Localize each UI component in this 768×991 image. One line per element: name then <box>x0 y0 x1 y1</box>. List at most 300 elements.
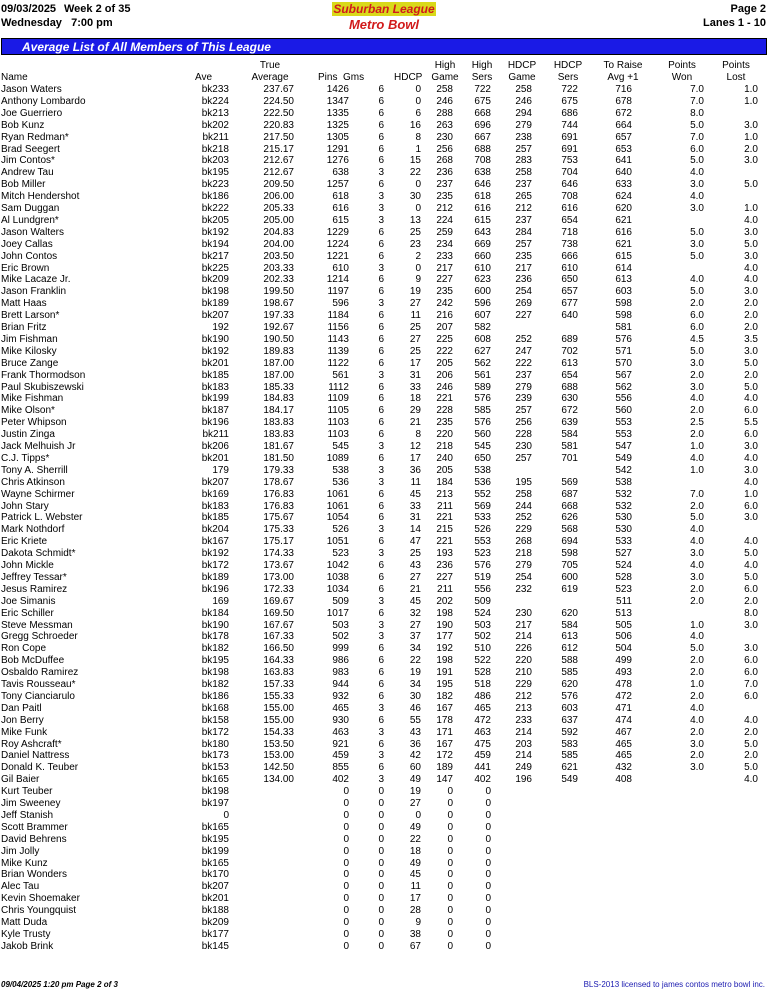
table-row <box>0 667 768 679</box>
cell-points-lost: 3.0 <box>744 250 758 262</box>
cell-high-game: 213 <box>436 488 453 500</box>
cell-name: Tavis Rousseau* <box>1 679 76 690</box>
cell-points-lost: 2.0 <box>744 143 758 155</box>
cell-name: Jim Fishman <box>1 333 58 345</box>
cell-points-won: 5.0 <box>690 250 704 262</box>
cell-pins: 1017 <box>326 607 349 619</box>
cell-high-game: 202 <box>436 595 453 607</box>
cell-to-raise: 716 <box>615 84 632 95</box>
cell-name: Jeffrey Tessar* <box>1 571 67 583</box>
cell-hdcp-game: 265 <box>515 191 532 203</box>
cell-high-game: 206 <box>436 369 453 381</box>
cell-ave: bk172 <box>201 560 229 571</box>
cell-games: 6 <box>378 690 384 702</box>
cell-points-lost: 5.0 <box>744 381 758 393</box>
cell-high-sers: 688 <box>474 143 491 155</box>
cell-high-sers: 518 <box>474 679 491 690</box>
cell-games: 6 <box>378 429 384 441</box>
cell-games: 6 <box>378 512 384 524</box>
cell-games: 6 <box>378 667 384 679</box>
cell-true-average: 153.50 <box>263 738 294 750</box>
cell-ave: bk195 <box>201 655 229 667</box>
cell-high-game: 167 <box>436 738 453 750</box>
cell-pins: 0 <box>343 809 349 821</box>
cell-high-sers: 486 <box>474 690 491 702</box>
cell-to-raise: 615 <box>615 250 632 262</box>
cell-hdcp-sers: 616 <box>561 203 578 214</box>
cell-points-won: 4.0 <box>690 631 704 643</box>
cell-to-raise: 465 <box>615 738 632 750</box>
cell-points-won: 4.0 <box>690 191 704 203</box>
cell-points-lost: 3.0 <box>744 286 758 298</box>
cell-points-won: 2.0 <box>690 429 704 441</box>
cell-high-sers: 589 <box>474 381 491 393</box>
cell-hdcp: 2 <box>415 250 421 262</box>
cell-high-game: 198 <box>436 655 453 667</box>
cell-high-sers: 510 <box>474 643 491 655</box>
cell-high-sers: 638 <box>474 167 491 179</box>
cell-pins: 509 <box>332 595 349 607</box>
cell-pins: 0 <box>343 869 349 881</box>
table-row <box>0 524 768 536</box>
cell-hdcp: 36 <box>409 464 421 476</box>
cell-true-average: 183.83 <box>263 429 294 441</box>
cell-pins: 1184 <box>327 310 349 322</box>
cell-to-raise: 620 <box>615 203 632 214</box>
table-row <box>0 489 768 501</box>
cell-true-average: 174.33 <box>263 548 294 560</box>
cell-name: Dakota Schmidt* <box>1 548 76 560</box>
cell-hdcp-sers: 691 <box>561 143 578 155</box>
cell-name: Donald K. Teuber <box>1 762 79 774</box>
cell-games: 6 <box>378 607 384 619</box>
cell-high-sers: 608 <box>474 333 491 345</box>
cell-ave: bk184 <box>201 607 229 619</box>
cell-to-raise: 528 <box>615 571 632 583</box>
cell-true-average: 164.33 <box>263 655 294 667</box>
table-row <box>0 846 768 858</box>
cell-pins: 1109 <box>327 393 349 405</box>
cell-high-game: 235 <box>436 417 453 429</box>
cell-high-game: 221 <box>436 393 453 405</box>
cell-hdcp-game: 257 <box>515 405 532 417</box>
cell-hdcp: 17 <box>409 357 421 369</box>
cell-name: John Stary <box>1 500 49 512</box>
cell-true-average: 209.50 <box>263 179 294 191</box>
cell-games: 3 <box>378 774 384 786</box>
cell-ave: bk165 <box>201 774 229 786</box>
cell-hdcp-game: 236 <box>515 274 532 286</box>
cell-pins: 1042 <box>326 560 349 571</box>
alley-name: Metro Bowl <box>348 17 420 32</box>
cell-to-raise: 542 <box>615 464 632 476</box>
cell-points-won: 2.0 <box>690 369 704 381</box>
cell-hdcp-game: 203 <box>515 738 532 750</box>
cell-high-game: 171 <box>436 726 453 738</box>
cell-true-average: 202.33 <box>263 274 294 286</box>
cell-games: 6 <box>378 131 384 143</box>
cell-name: Brad Seegert <box>1 143 60 155</box>
cell-high-game: 233 <box>436 250 453 262</box>
col-hdcp-sers-1: HDCP <box>553 60 583 71</box>
cell-hdcp: 49 <box>409 821 421 833</box>
cell-hdcp-sers: 738 <box>561 238 578 250</box>
cell-name: Eric Schiller <box>1 607 54 619</box>
cell-hdcp-sers: 613 <box>561 357 578 369</box>
cell-points-won: 5.0 <box>690 155 704 167</box>
cell-true-average: 199.50 <box>263 286 294 298</box>
cell-hdcp-sers: 640 <box>561 310 578 322</box>
cell-high-sers: 502 <box>474 631 491 643</box>
cell-hdcp: 27 <box>409 333 421 345</box>
table-row <box>0 512 768 524</box>
cell-points-won: 5.0 <box>690 226 704 238</box>
cell-ave: bk206 <box>201 441 229 452</box>
cell-points-lost: 4.0 <box>744 714 758 726</box>
cell-high-game: 205 <box>436 357 453 369</box>
cell-name: Kevin Shoemaker <box>1 893 80 905</box>
cell-name: Wayne Schirmer <box>1 488 75 500</box>
cell-true-average: 212.67 <box>263 167 294 179</box>
cell-games: 3 <box>378 167 384 179</box>
cell-hdcp-sers: 576 <box>561 690 578 702</box>
cell-ave: bk218 <box>201 143 229 155</box>
cell-points-lost: 1.0 <box>744 95 758 107</box>
page-number: Page 2 <box>730 3 766 15</box>
cell-to-raise: 530 <box>615 524 632 536</box>
cell-hdcp-game: 229 <box>515 524 532 536</box>
cell-name: Mike Lacaze Jr. <box>1 274 71 286</box>
cell-points-won: 3.0 <box>690 762 704 774</box>
cell-true-average: 155.00 <box>263 702 294 714</box>
cell-hdcp: 49 <box>409 857 421 869</box>
cell-high-game: 0 <box>447 798 453 809</box>
cell-points-lost: 3.0 <box>744 226 758 238</box>
cell-pins: 932 <box>332 690 349 702</box>
cell-to-raise: 576 <box>615 333 632 345</box>
cell-games: 6 <box>378 571 384 583</box>
table-row <box>0 227 768 239</box>
cell-hdcp-sers: 657 <box>561 286 578 298</box>
cell-hdcp: 9 <box>415 274 421 286</box>
cell-true-average: 184.83 <box>263 393 294 405</box>
cell-high-sers: 0 <box>485 833 491 845</box>
cell-high-game: 0 <box>447 905 453 917</box>
cell-true-average: 181.67 <box>263 441 294 452</box>
cell-to-raise: 524 <box>615 560 632 571</box>
cell-true-average: 203.33 <box>263 262 294 274</box>
cell-true-average: 204.83 <box>263 226 294 238</box>
cell-ave: bk203 <box>201 155 229 167</box>
cell-games: 3 <box>378 464 384 476</box>
cell-hdcp: 33 <box>409 381 421 393</box>
cell-hdcp-sers: 619 <box>561 583 578 595</box>
cell-points-lost: 2.0 <box>744 369 758 381</box>
cell-hdcp-sers: 588 <box>561 655 578 667</box>
cell-high-sers: 616 <box>474 203 491 214</box>
cell-hdcp-game: 226 <box>515 643 532 655</box>
cell-true-average: 155.00 <box>263 714 294 726</box>
cell-games: 6 <box>378 107 384 119</box>
cell-high-sers: 582 <box>474 322 491 333</box>
cell-hdcp: 46 <box>409 702 421 714</box>
cell-hdcp-game: 257 <box>515 452 532 464</box>
cell-high-sers: 596 <box>474 298 491 310</box>
cell-points-won: 2.0 <box>690 583 704 595</box>
cell-to-raise: 465 <box>615 750 632 762</box>
cell-games: 6 <box>378 738 384 750</box>
cell-true-average: 173.67 <box>263 560 294 571</box>
cell-games: 6 <box>378 155 384 167</box>
cell-ave: bk168 <box>201 702 229 714</box>
table-row <box>0 370 768 382</box>
cell-ave: bk194 <box>201 238 229 250</box>
report-date: 09/03/2025 <box>1 3 57 15</box>
cell-hdcp-sers: 603 <box>561 702 578 714</box>
cell-high-sers: 562 <box>474 357 491 369</box>
cell-ave: bk145 <box>201 940 229 952</box>
cell-high-game: 258 <box>436 84 453 95</box>
cell-hdcp-game: 257 <box>515 238 532 250</box>
cell-points-won: 4.5 <box>690 333 704 345</box>
cell-to-raise: 556 <box>615 393 632 405</box>
cell-points-lost: 3.0 <box>744 619 758 631</box>
cell-to-raise: 467 <box>615 726 632 738</box>
cell-pins: 459 <box>332 750 349 762</box>
cell-hdcp-sers: 626 <box>561 512 578 524</box>
cell-high-sers: 668 <box>474 107 491 119</box>
cell-name: Jason Waters <box>1 84 62 95</box>
cell-high-sers: 675 <box>474 95 491 107</box>
cell-to-raise: 567 <box>615 369 632 381</box>
cell-to-raise: 664 <box>615 119 632 131</box>
cell-high-sers: 441 <box>474 762 491 774</box>
cell-name: Mark Nothdorf <box>1 524 65 536</box>
cell-hdcp: 22 <box>409 833 421 845</box>
cell-games: 3 <box>378 631 384 643</box>
cell-hdcp-sers: 584 <box>561 429 578 441</box>
cell-points-lost: 4.0 <box>744 560 758 571</box>
cell-ave: bk187 <box>201 405 229 417</box>
cell-high-game: 193 <box>436 548 453 560</box>
cell-high-sers: 475 <box>474 738 491 750</box>
cell-high-game: 230 <box>436 131 453 143</box>
cell-high-sers: 528 <box>474 667 491 679</box>
cell-hdcp-game: 284 <box>515 226 532 238</box>
cell-high-sers: 526 <box>474 524 491 536</box>
cell-points-lost: 5.0 <box>744 738 758 750</box>
cell-games: 6 <box>378 286 384 298</box>
cell-pins: 1276 <box>326 155 349 167</box>
cell-pins: 0 <box>343 893 349 905</box>
cell-high-game: 0 <box>447 869 453 881</box>
cell-hdcp-game: 195 <box>515 476 532 488</box>
cell-high-game: 221 <box>436 512 453 524</box>
cell-high-game: 259 <box>436 226 453 238</box>
cell-games: 0 <box>378 821 384 833</box>
cell-true-average: 157.33 <box>263 679 294 690</box>
cell-games: 6 <box>378 583 384 595</box>
cell-points-won: 3.0 <box>690 381 704 393</box>
table-row <box>0 393 768 405</box>
cell-pins: 616 <box>332 203 349 214</box>
cell-hdcp-game: 258 <box>515 84 532 95</box>
cell-name: Osbaldo Ramirez <box>1 667 79 679</box>
cell-to-raise: 571 <box>615 345 632 357</box>
cell-hdcp-sers: 694 <box>561 536 578 548</box>
cell-to-raise: 581 <box>615 322 632 333</box>
cell-high-game: 190 <box>436 619 453 631</box>
cell-high-sers: 627 <box>474 345 491 357</box>
cell-hdcp-sers: 689 <box>561 333 578 345</box>
cell-points-won: 2.0 <box>690 726 704 738</box>
cell-hdcp-sers: 744 <box>561 119 578 131</box>
cell-high-sers: 623 <box>474 274 491 286</box>
cell-ave: bk178 <box>201 631 229 643</box>
cell-hdcp-sers: 753 <box>561 155 578 167</box>
table-row <box>0 893 768 905</box>
cell-name: Mike Kunz <box>1 857 48 869</box>
table-row <box>0 501 768 513</box>
cell-ave: bk185 <box>201 369 229 381</box>
cell-name: Joe Guerriero <box>1 107 63 119</box>
cell-to-raise: 530 <box>615 512 632 524</box>
cell-ave: bk209 <box>201 917 229 928</box>
table-row <box>0 608 768 620</box>
cell-high-sers: 0 <box>485 881 491 893</box>
cell-games: 3 <box>378 750 384 762</box>
cell-to-raise: 538 <box>615 476 632 488</box>
col-high-sers-1: High <box>471 60 493 71</box>
cell-pins: 1143 <box>327 333 349 345</box>
cell-pins: 1122 <box>327 357 349 369</box>
cell-pins: 1335 <box>326 107 349 119</box>
cell-high-sers: 0 <box>485 869 491 881</box>
table-row <box>0 84 768 96</box>
league-title: Suburban League <box>333 2 435 16</box>
cell-high-sers: 0 <box>485 857 491 869</box>
cell-ave: bk223 <box>201 179 229 191</box>
cell-pins: 1054 <box>326 512 349 524</box>
col-high-game-2: Game <box>431 72 459 83</box>
cell-hdcp: 21 <box>409 583 421 595</box>
cell-to-raise: 523 <box>615 583 632 595</box>
cell-hdcp: 19 <box>409 667 421 679</box>
cell-hdcp-game: 244 <box>515 500 532 512</box>
cell-hdcp-game: 232 <box>515 583 532 595</box>
cell-pins: 1305 <box>326 131 349 143</box>
cell-hdcp: 36 <box>409 738 421 750</box>
table-row <box>0 298 768 310</box>
cell-pins: 0 <box>343 821 349 833</box>
cell-name: Chris Youngquist <box>1 905 77 917</box>
cell-true-average: 154.33 <box>263 726 294 738</box>
cell-points-won: 4.0 <box>690 702 704 714</box>
cell-high-game: 0 <box>447 833 453 845</box>
col-high-sers-2: Sers <box>471 72 493 83</box>
cell-points-lost: 4.0 <box>744 452 758 464</box>
cell-to-raise: 570 <box>615 357 632 369</box>
cell-true-average: 169.50 <box>263 607 294 619</box>
cell-ave: bk202 <box>201 119 229 131</box>
cell-to-raise: 598 <box>615 298 632 310</box>
cell-pins: 536 <box>332 476 349 488</box>
table-row <box>0 762 768 774</box>
cell-to-raise: 621 <box>615 214 632 226</box>
cell-games: 6 <box>378 226 384 238</box>
cell-games: 6 <box>378 143 384 155</box>
cell-ave: bk153 <box>201 762 229 774</box>
cell-true-average: 220.83 <box>263 119 294 131</box>
cell-to-raise: 506 <box>615 631 632 643</box>
cell-hdcp-game: 252 <box>515 333 532 345</box>
cell-games: 6 <box>378 452 384 464</box>
cell-points-won: 3.0 <box>690 203 704 214</box>
cell-hdcp: 0 <box>415 203 421 214</box>
cell-high-game: 217 <box>436 262 453 274</box>
cell-true-average: 185.33 <box>263 381 294 393</box>
cell-points-lost: 2.0 <box>744 750 758 762</box>
cell-hdcp-sers: 687 <box>561 488 578 500</box>
cell-hdcp-game: 249 <box>515 762 532 774</box>
cell-name: Kurt Teuber <box>1 786 53 798</box>
cell-pins: 983 <box>332 667 349 679</box>
cell-games: 6 <box>378 179 384 191</box>
cell-hdcp-sers: 677 <box>561 298 578 310</box>
cell-ave: bk169 <box>201 488 229 500</box>
cell-points-lost: 6.0 <box>744 500 758 512</box>
cell-ave: bk213 <box>201 107 229 119</box>
cell-hdcp-sers: 702 <box>561 345 578 357</box>
cell-hdcp: 17 <box>409 452 421 464</box>
cell-ave: bk195 <box>201 833 229 845</box>
cell-hdcp: 23 <box>409 238 421 250</box>
cell-true-average: 189.83 <box>263 345 294 357</box>
cell-name: Anthony Lombardo <box>1 95 86 107</box>
cell-hdcp: 31 <box>409 512 421 524</box>
cell-points-won: 7.0 <box>690 488 704 500</box>
cell-hdcp: 30 <box>409 191 421 203</box>
cell-high-game: 147 <box>436 774 453 786</box>
table-row <box>0 382 768 394</box>
cell-high-sers: 696 <box>474 119 491 131</box>
cell-ave: bk167 <box>201 536 229 548</box>
cell-points-lost: 4.0 <box>744 476 758 488</box>
cell-points-lost: 3.0 <box>744 441 758 452</box>
col-pts-won-2: Won <box>671 72 693 83</box>
cell-pins: 523 <box>332 548 349 560</box>
cell-pins: 1291 <box>326 143 349 155</box>
cell-to-raise: 603 <box>615 286 632 298</box>
cell-hdcp: 0 <box>415 262 421 274</box>
cell-points-lost: 5.0 <box>744 548 758 560</box>
cell-hdcp-sers: 620 <box>561 679 578 690</box>
cell-high-game: 235 <box>436 191 453 203</box>
cell-pins: 1051 <box>326 536 349 548</box>
cell-pins: 0 <box>343 786 349 798</box>
report-banner-title: Average List of All Members of This League <box>22 40 271 54</box>
cell-hdcp-sers: 630 <box>561 393 578 405</box>
cell-name: John Contos <box>1 250 58 262</box>
table-row <box>0 584 768 596</box>
table-row <box>0 132 768 144</box>
table-row <box>0 310 768 322</box>
cell-hdcp-sers: 672 <box>561 405 578 417</box>
cell-true-average: 204.00 <box>263 238 294 250</box>
cell-hdcp-game: 237 <box>515 179 532 191</box>
cell-true-average: 175.33 <box>263 524 294 536</box>
col-true-2: Average <box>251 72 289 83</box>
